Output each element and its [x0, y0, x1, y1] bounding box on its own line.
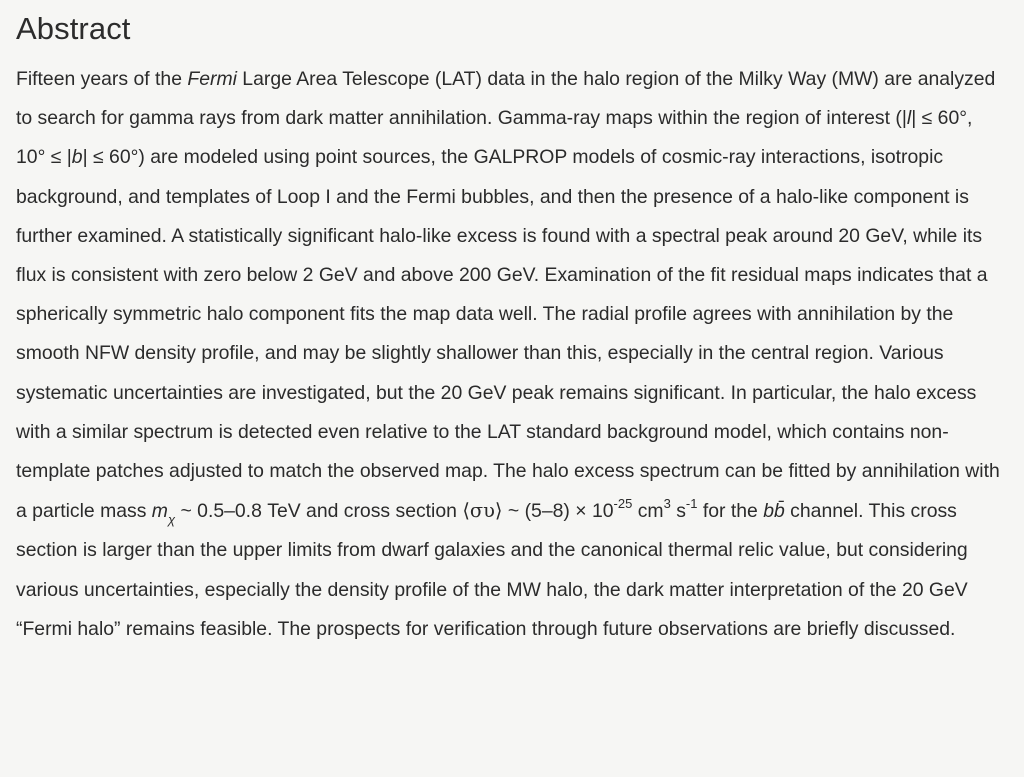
chi-subscript — [168, 512, 175, 527]
bbbar-channel: bb̄ — [763, 500, 785, 523]
galactic-latitude-var: b — [71, 146, 83, 169]
mass-range-text: ~ 0.5–0.8 TeV and cross section — [175, 500, 463, 523]
galactic-longitude-var: l — [906, 107, 912, 130]
abstract-text-main: Large Area Telescope (LAT) data in the halo region of the Milky Way (MW) are analyzed to search for gamma rays from dark matter annihilation. Gamma-ray maps within the region of interest (| — [16, 68, 996, 130]
cross-section-value: ~ (5–8) × 10 — [502, 500, 614, 523]
exponent-2: 3 — [663, 495, 671, 511]
fermi-italic: Fermi — [187, 68, 237, 90]
exponent-1: -25 — [613, 495, 633, 511]
abstract-paragraph — [16, 60, 1006, 649]
exponent-3: -1 — [685, 495, 698, 511]
abstract-text-intro: Fifteen years of the — [16, 68, 188, 90]
abstract-text-conclusion: channel. This cross section is larger than the upper limits from dwarf galaxies and the canonical thermal relic value, but considering various uncertainties, especially the density profile of the MW halo, the dark matter interpretation of the 20 GeV “Fermi halo” remains feasible. The prospects for verification through future observations are briefly discussed. — [16, 500, 968, 640]
cross-section-symbol: ⟨συ⟩ — [462, 499, 503, 523]
roi-range-text: | ≤ 60°, 10° ≤ | — [16, 107, 973, 169]
abstract-text-body: | ≤ 60°) are modeled using point sources, the GALPROP models of cosmic-ray interactions, isotropic background, and templates of Loop I and the Fermi bubbles, and then the presence of a halo-like component is further examined. A statistically significant halo-like excess is found with a spectral peak around 20 GeV, while its flux is consistent with zero below 2 GeV and above 200 GeV. Examination of the fit residual maps indicates that a spherically symmetric halo component fits the map data well. The radial profile agrees with annihilation by the smooth NFW density profile, and may be slightly shallower than this, especially in the central region. Various systematic uncertainties are investigated, but the 20 GeV peak remains significant. In particular, the halo excess with a similar spectrum is detected even relative to the LAT standard background model, which contains non-template patches adjusted to match the observed map. The halo excess spectrum can be fitted by annihilation with a particle mass — [16, 146, 1000, 523]
unit-s: s — [670, 500, 686, 523]
unit-cm: cm — [632, 500, 664, 523]
for-the-text: for the — [697, 500, 764, 523]
section-heading: Abstract — [16, 11, 131, 46]
chi-symbol: χ — [167, 512, 176, 528]
mass-symbol: m — [151, 500, 168, 523]
